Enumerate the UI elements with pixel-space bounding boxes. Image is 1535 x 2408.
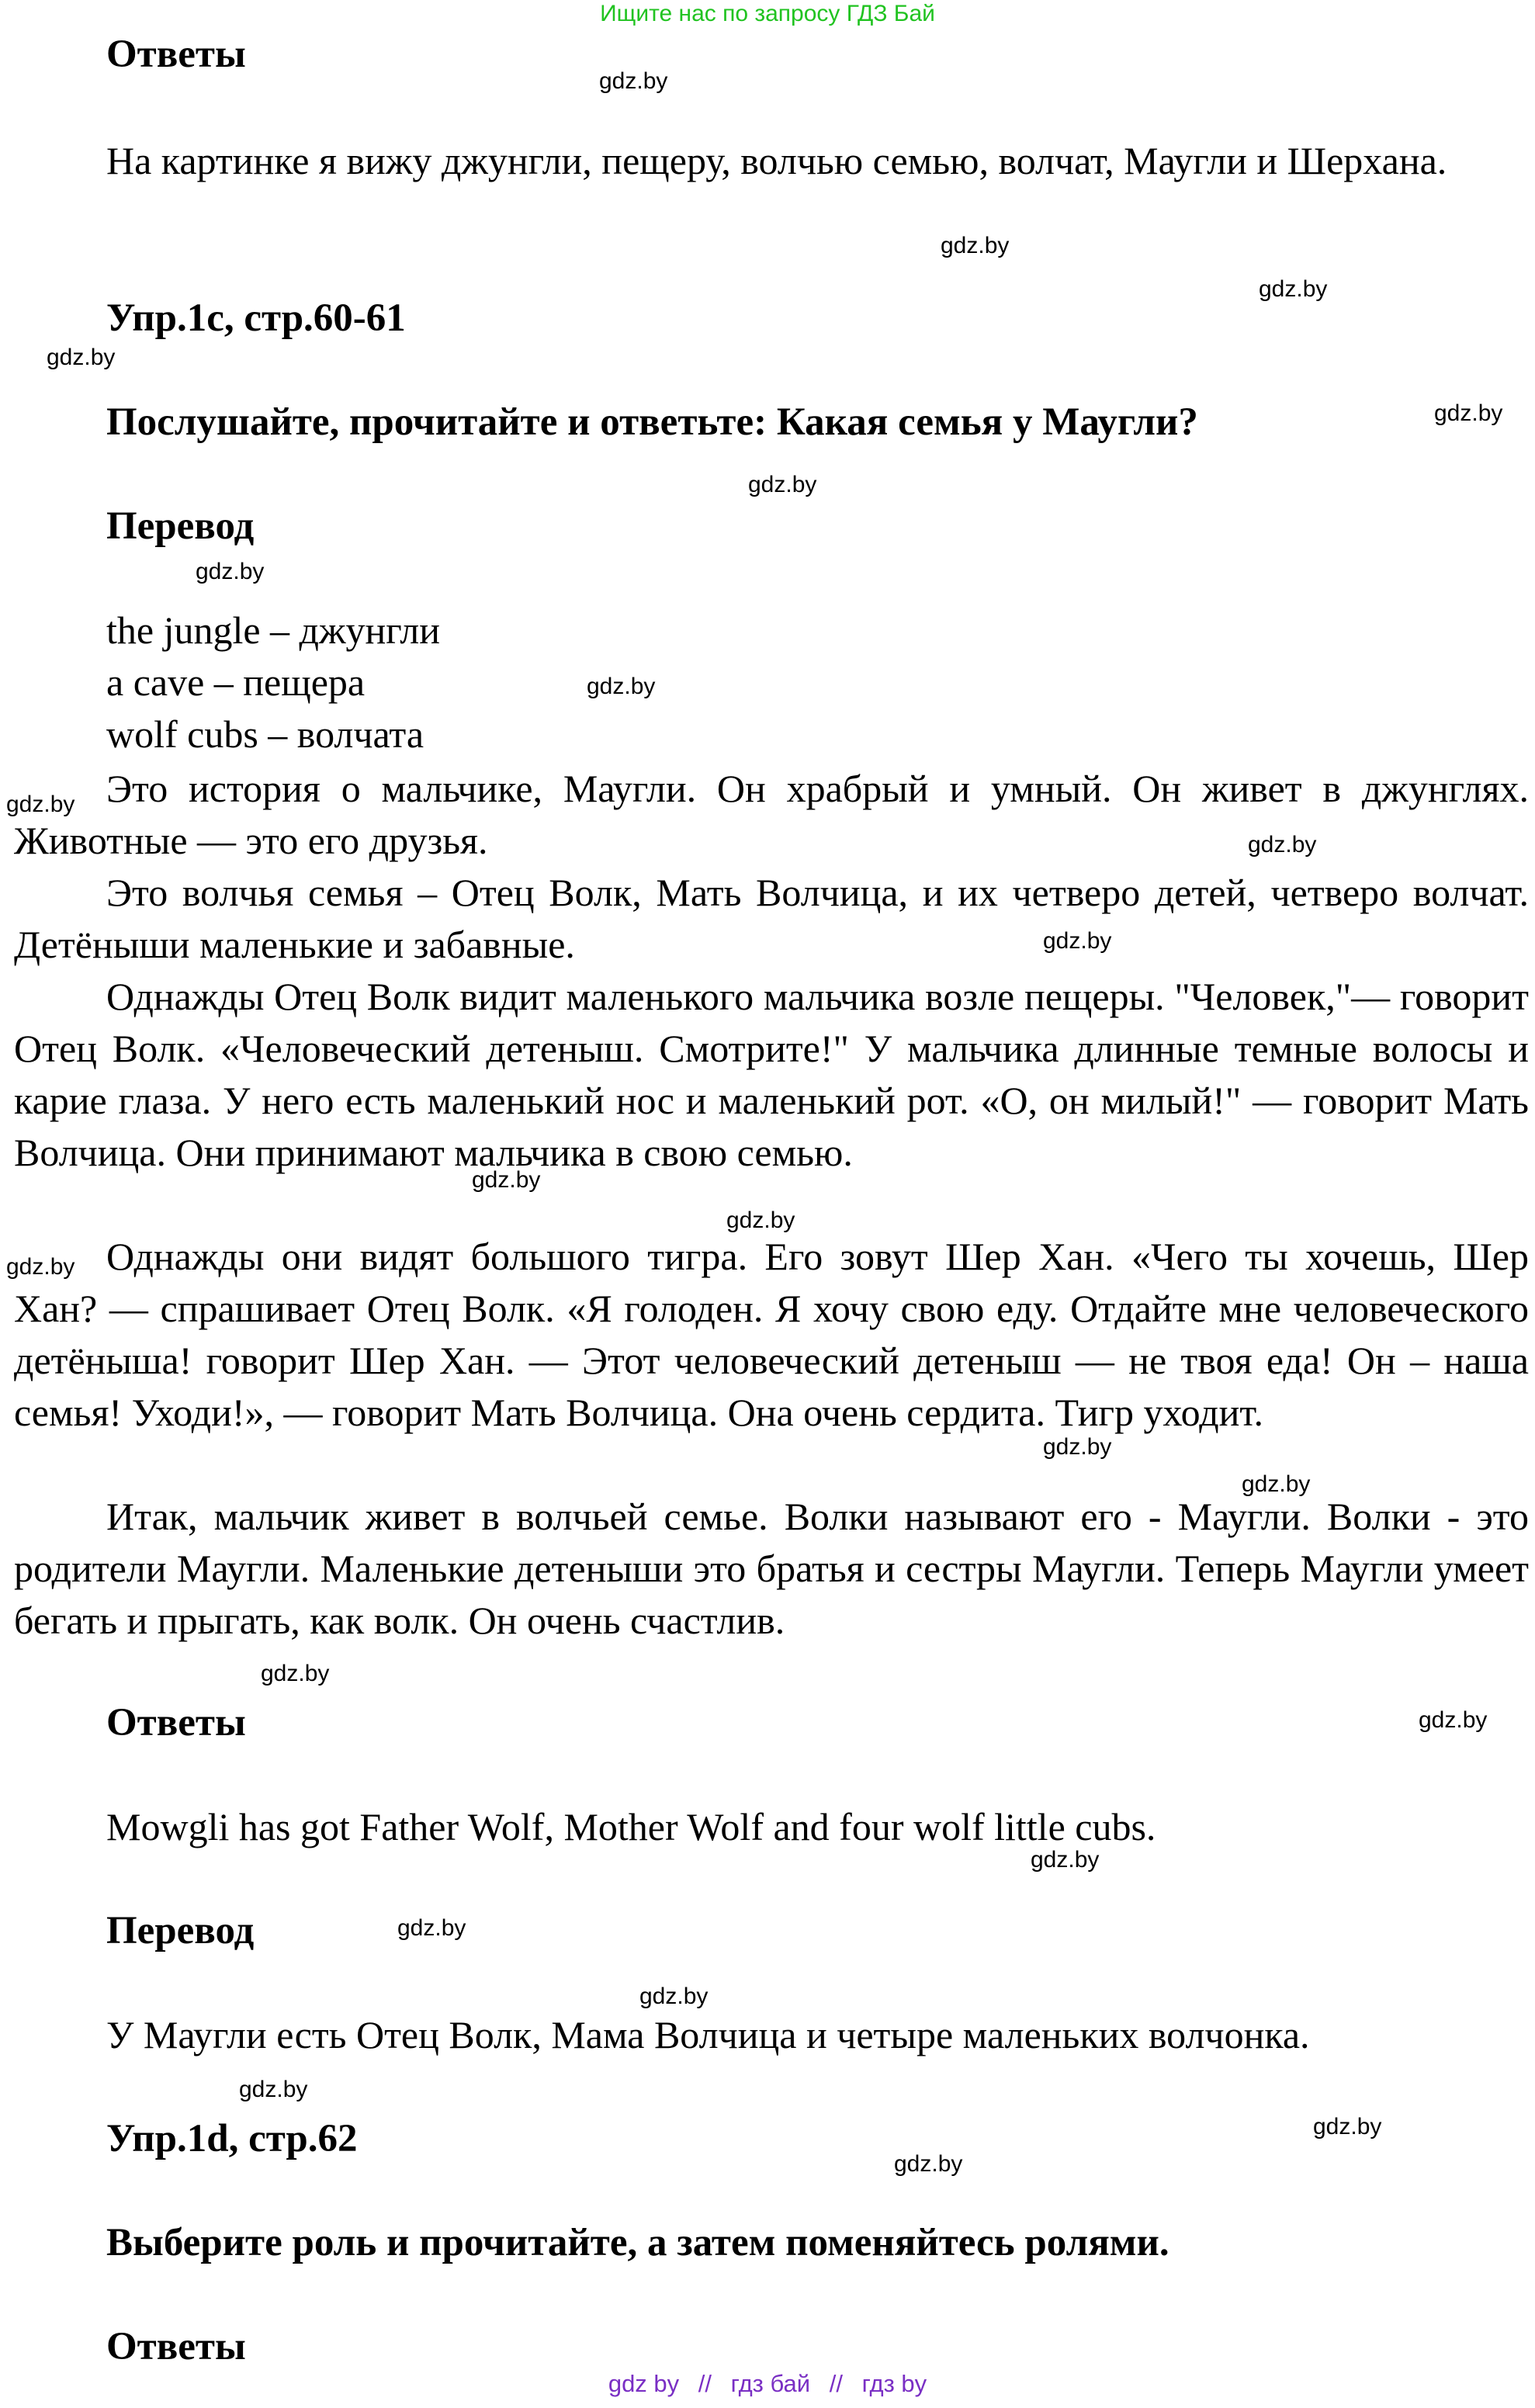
story-paragraph: Однажды Отец Волк видит маленького мальчика возле пещеры. "Человек,"— говорит Отец Волк. «Человеческий детеныш. Смотрите!" У мальчика длинные темные волосы и карие глаза. У него есть маленький нос и маленький рот. «О, он милый!" — говорит Мать Волчица. Они принимают мальчика в свою семью. <box>14 975 1529 1174</box>
vocab-item: the jungle – джунгли <box>106 608 440 652</box>
watermark: gdz.by <box>6 1254 75 1280</box>
watermark: gdz.by <box>726 1207 795 1233</box>
watermark: gdz.by <box>6 792 75 817</box>
watermark: gdz.by <box>599 68 668 94</box>
watermark: gdz.by <box>261 1661 330 1686</box>
story-paragraph: Итак, мальчик живет в волчьей семье. Волки называют его - Маугли. Волки - это родители Маугли. Маленькие детеныши это братья и сестры Маугли. Теперь Маугли умеет бегать и прыгать, как волк. Он очень счастлив. <box>14 1495 1529 1642</box>
story-paragraph: Это история о мальчике, Маугли. Он храбрый и умный. Он живет в джунглях. Животные — это его друзья. <box>14 767 1529 862</box>
story-paragraph: Однажды они видят большого тигра. Его зовут Шер Хан. «Чего ты хочешь, Шер Хан? — спрашивает Отец Волк. «Я голоден. Я хочу свою еду. Отдайте мне человеческого детёныша! говорит Шер Хан. — Этот человеческий детеныш — не твоя еда! Он – наша семья! Уходи!», — говорит Мать Волчица. Она очень сердита. Тигр уходит. <box>14 1235 1529 1434</box>
watermark: gdz.by <box>397 1915 466 1941</box>
bottom-separator: // <box>698 2370 712 2397</box>
vocab-item: wolf cubs – волчата <box>106 712 424 756</box>
watermark: gdz.by <box>587 674 656 699</box>
watermark: gdz.by <box>1031 1847 1100 1873</box>
answers-text-2: Mowgli has got Father Wolf, Mother Wolf and four wolf little cubs. <box>106 1805 1156 1848</box>
watermark: gdz.by <box>1043 1434 1112 1460</box>
watermark: gdz.by <box>1419 1707 1488 1733</box>
translation-heading-2: Перевод <box>106 1909 255 1952</box>
vocab-item: a cave – пещера <box>106 660 366 704</box>
bottom-link-gdz-by[interactable]: gdz by <box>608 2370 680 2397</box>
answers-heading-1: Ответы <box>106 33 246 76</box>
bottom-link-gdz-bai[interactable]: гдз бай <box>730 2370 811 2397</box>
answers-heading-3: Ответы <box>106 2325 246 2368</box>
watermark: gdz.by <box>748 472 817 497</box>
story-paragraph: Это волчья семья – Отец Волк, Мать Волчица, и их четверо детей, четверо волчат. Детёныши маленькие и забавные. <box>14 871 1529 966</box>
answers-heading-2: Ответы <box>106 1701 246 1745</box>
watermark: gdz.by <box>472 1167 541 1193</box>
watermark: gdz.by <box>47 345 116 370</box>
top-search-banner[interactable]: Ищите нас по запросу ГДЗ Бай <box>600 1 935 26</box>
bottom-separator: // <box>829 2370 843 2397</box>
bottom-links-banner[interactable] <box>0 2368 1535 2399</box>
watermark: gdz.by <box>894 2151 963 2177</box>
exercise-1c-heading: Упр.1c, стр.60-61 <box>106 296 406 340</box>
bottom-link-gdz-by-cyr[interactable]: гдз by <box>861 2370 927 2397</box>
answers-text-1: На картинке я вижу джунгли, пещеру, волчью семью, волчат, Маугли и Шерхана. <box>106 139 1447 182</box>
watermark: gdz.by <box>639 1984 709 2009</box>
watermark: gdz.by <box>1242 1471 1311 1497</box>
exercise-1c-task: Послушайте, прочитайте и ответьте: Какая семья у Маугли? <box>106 400 1198 444</box>
watermark: gdz.by <box>1043 928 1112 954</box>
translation-text-2: У Маугли есть Отец Волк, Мама Волчица и четыре маленьких волчонка. <box>106 2013 1310 2056</box>
exercise-1d-heading: Упр.1d, стр.62 <box>106 2117 358 2160</box>
watermark: gdz.by <box>1248 832 1317 858</box>
watermark: gdz.by <box>1259 276 1328 302</box>
exercise-1d-task: Выберите роль и прочитайте, а затем поменяйтесь ролями. <box>106 2221 1169 2264</box>
watermark: gdz.by <box>239 2077 308 2102</box>
watermark: gdz.by <box>196 559 265 584</box>
watermark: gdz.by <box>1434 400 1503 426</box>
translation-heading-1: Перевод <box>106 504 255 548</box>
watermark: gdz.by <box>941 233 1010 258</box>
watermark: gdz.by <box>1313 2114 1382 2139</box>
